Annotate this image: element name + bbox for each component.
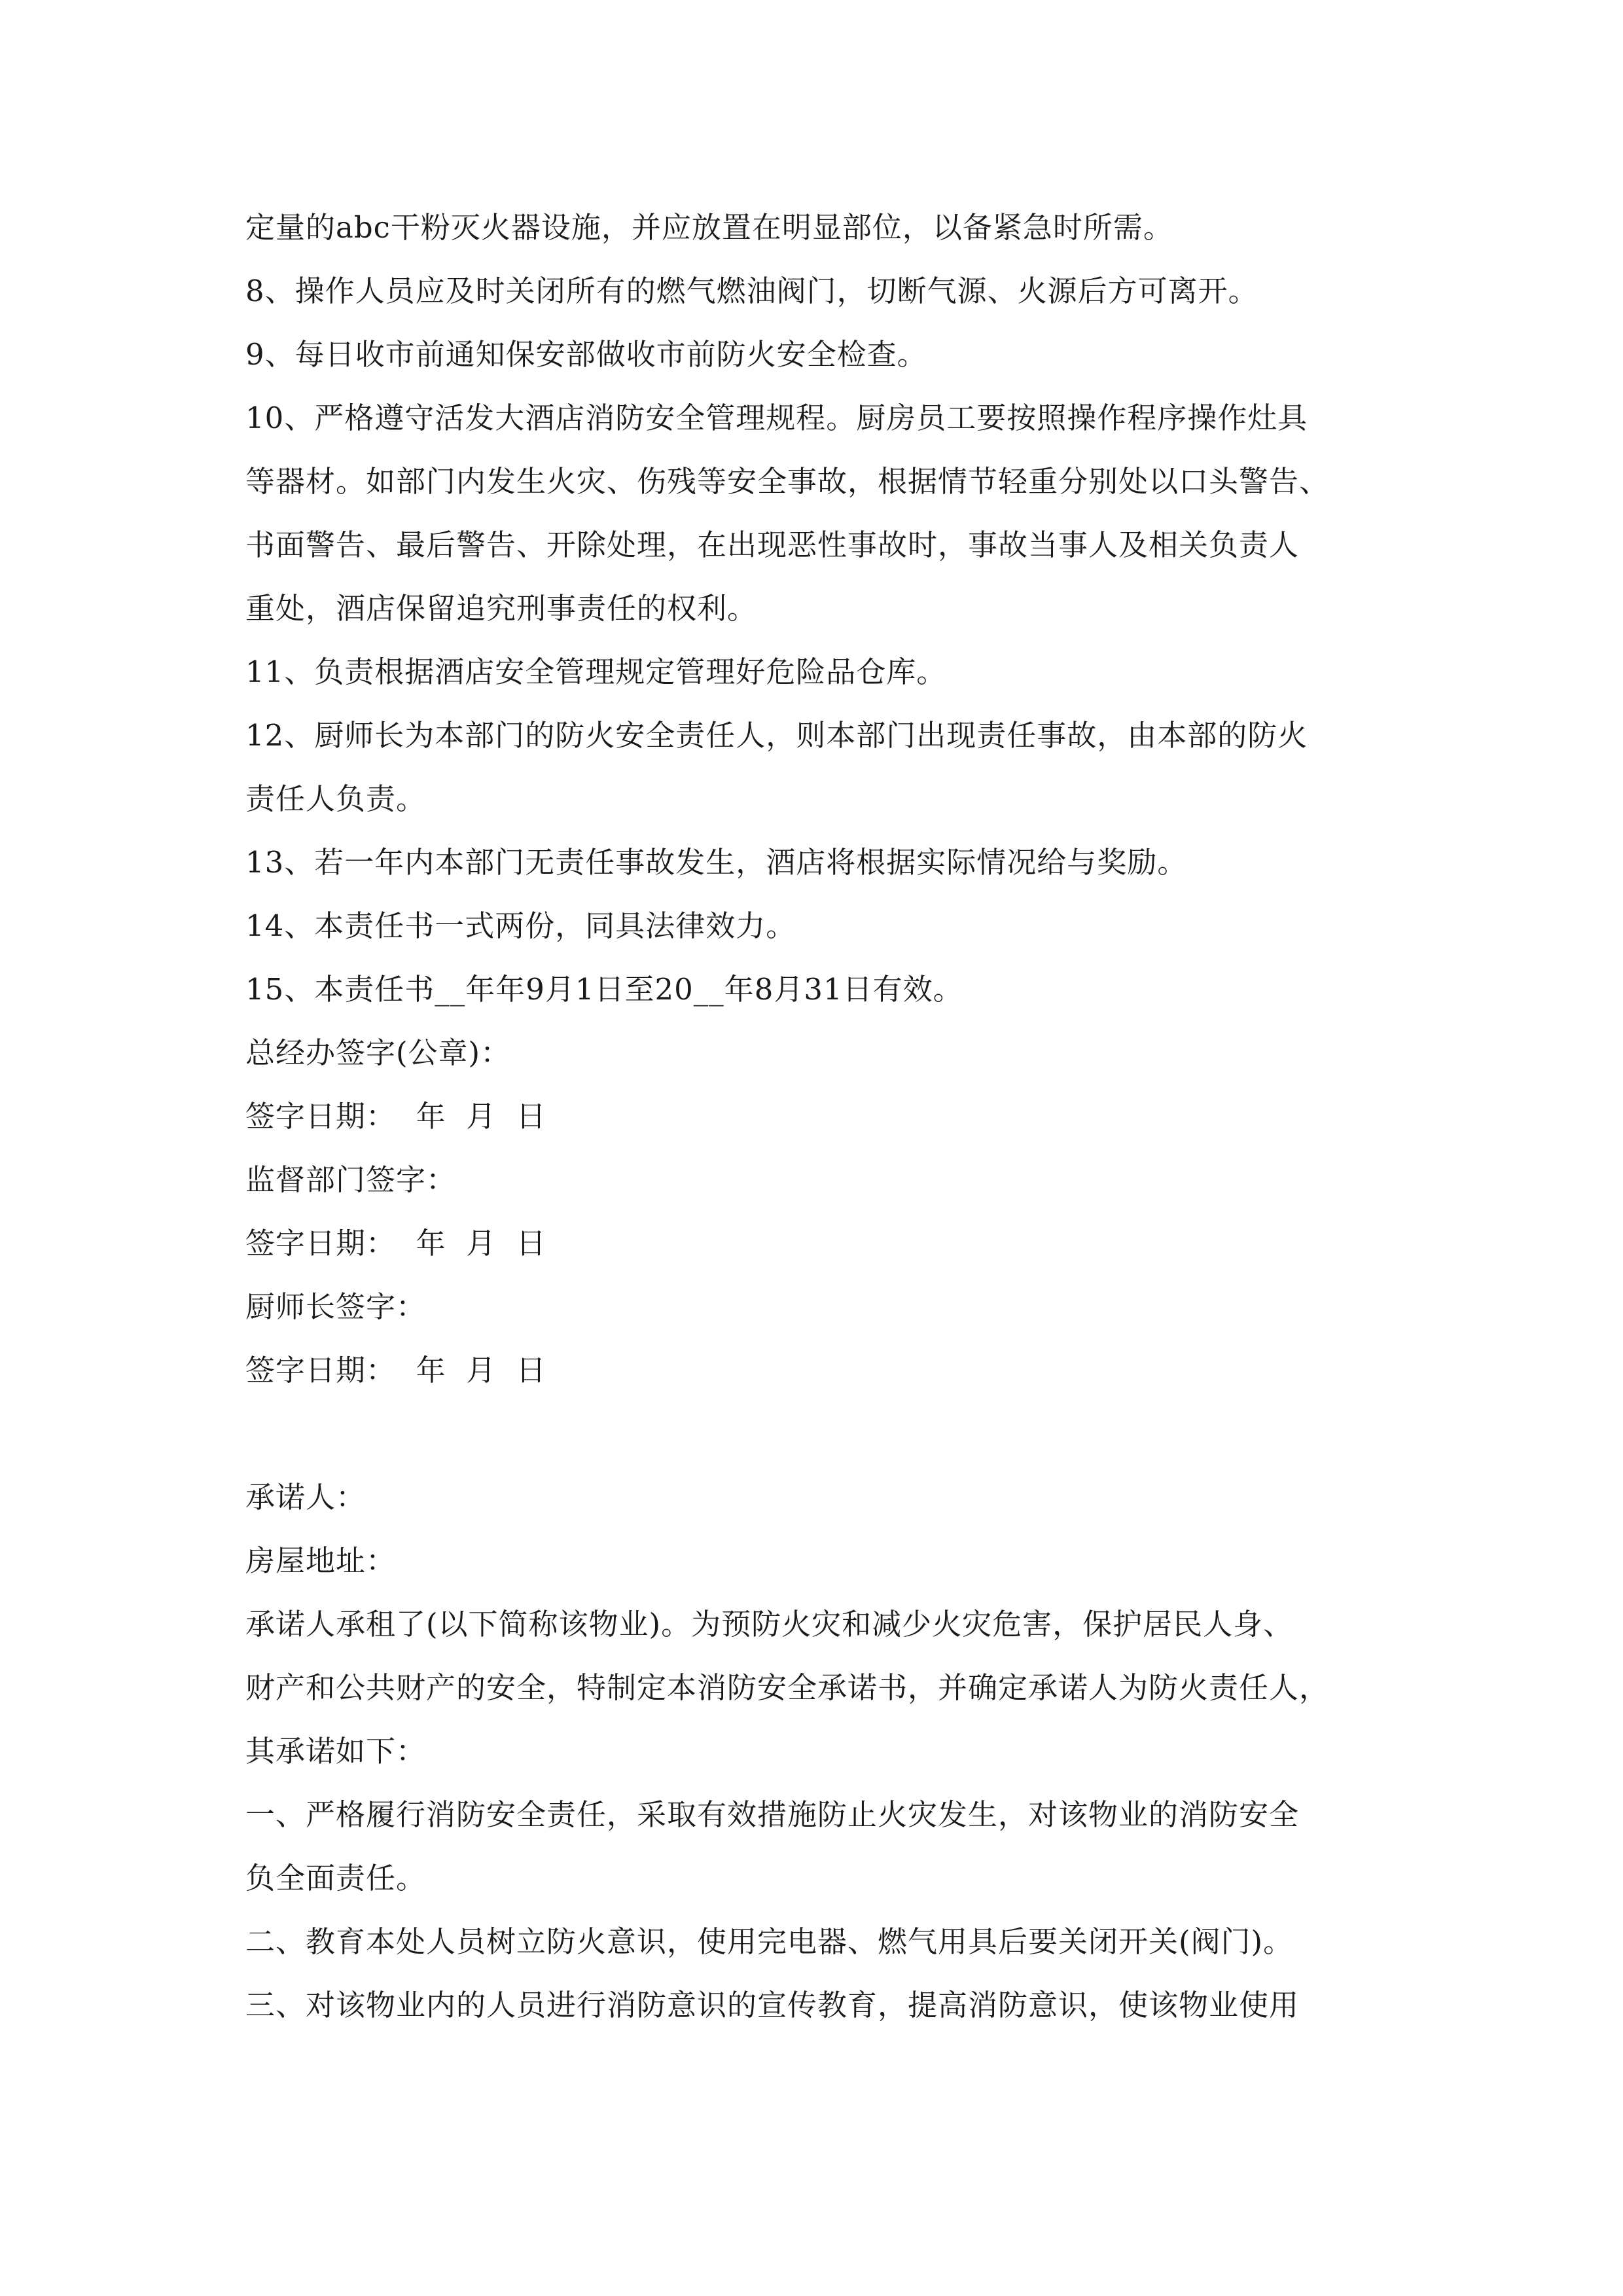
signature-label: 总经办签字(公章)： [245, 1035, 511, 1070]
signature-label: 监督部门签字： [245, 1162, 457, 1197]
text-line: 重处，酒店保留追究刑事责任的权利。 [245, 591, 758, 626]
text-line: 13、若一年内本部门无责任事故发生，酒店将根据实际情况给与奖励。 [245, 845, 1188, 880]
text-line: 书面警告、最后警告、开除处理，在出现恶性事故时，事故当事人及相关负责人 [245, 528, 1300, 562]
text-line: 等器材。如部门内发生火灾、伤残等安全事故，根据情节轻重分别处以口头警告、 [245, 464, 1330, 499]
text-line: 10、严格遵守活发大酒店消防安全管理规程。厨房员工要按照操作程序操作灶具 [245, 401, 1308, 435]
text-line: 8、操作人员应及时关闭所有的燃气燃油阀门，切断气源、火源后方可离开。 [245, 274, 1258, 308]
signature-date: 签字日期： 年 月 日 [245, 1226, 546, 1261]
signature-date: 签字日期： 年 月 日 [245, 1353, 546, 1388]
text-line: 14、本责任书一式两份，同具法律效力。 [245, 908, 796, 943]
text-line: 承诺人承租了(以下简称该物业)。为预防火灾和减少火灾危害，保护居民人身、 [245, 1607, 1294, 1641]
text-line: 二、教育本处人员树立防火意识，使用完电器、燃气用具后要关闭开关(阀门)。 [245, 1924, 1294, 1959]
text-line: 11、负责根据酒店安全管理规定管理好危险品仓库。 [245, 655, 947, 689]
signature-label: 厨师长签字： [245, 1289, 427, 1324]
text-line: 15、本责任书__年年9月1日至20__年8月31日有效。 [245, 972, 963, 1007]
text-line: 定量的abc干粉灭火器设施，并应放置在明显部位，以备紧急时所需。 [245, 210, 1173, 245]
text-line: 承诺人： [245, 1480, 366, 1515]
text-line: 负全面责任。 [245, 1861, 427, 1895]
text-line: 三、对该物业内的人员进行消防意识的宣传教育，提高消防意识，使该物业使用 [245, 1988, 1300, 2022]
text-line: 9、每日收市前通知保安部做收市前防火安全检查。 [245, 337, 927, 372]
text-line: 责任人负责。 [245, 781, 427, 816]
text-line: 房屋地址： [245, 1543, 397, 1578]
text-line: 财产和公共财产的安全，特制定本消防安全承诺书，并确定承诺人为防火责任人， [245, 1670, 1330, 1705]
text-line: 12、厨师长为本部门的防火安全责任人，则本部门出现责任事故，由本部的防火 [245, 718, 1308, 753]
text-line: 一、严格履行消防安全责任，采取有效措施防止火灾发生，对该物业的消防安全 [245, 1797, 1300, 1832]
signature-date: 签字日期： 年 月 日 [245, 1099, 546, 1134]
text-line: 其承诺如下： [245, 1734, 427, 1768]
